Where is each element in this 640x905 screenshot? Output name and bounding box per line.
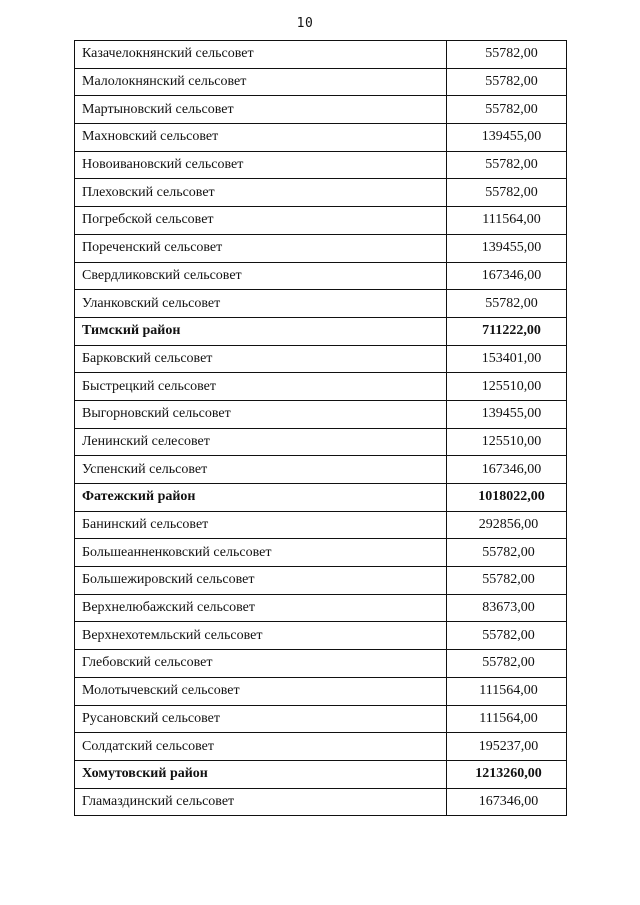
table-row [75, 234, 567, 262]
table-row [75, 539, 567, 567]
table-row [75, 151, 567, 179]
amount-cell: 55782,00 [447, 41, 567, 69]
table-row [75, 373, 567, 401]
table-row [75, 207, 567, 235]
table-row [75, 677, 567, 705]
table-row [75, 96, 567, 124]
council-name-cell: Плеховский сельсовет [75, 179, 447, 207]
amount-cell: 125510,00 [447, 428, 567, 456]
council-name-cell: Солдатский сельсовет [75, 733, 447, 761]
amount-cell: 55782,00 [447, 290, 567, 318]
amount-cell: 167346,00 [447, 262, 567, 290]
district-total-row [75, 760, 567, 788]
amount-cell: 83673,00 [447, 594, 567, 622]
council-name-cell: Глебовский сельсовет [75, 650, 447, 678]
council-name-cell: Успенский сельсовет [75, 456, 447, 484]
table-body [75, 41, 567, 816]
table-row [75, 511, 567, 539]
council-name-cell: Ленинский селесовет [75, 428, 447, 456]
table-row [75, 456, 567, 484]
council-name-cell: Малолокнянский сельсовет [75, 68, 447, 96]
council-name-cell: Свердликовский сельсовет [75, 262, 447, 290]
table-row [75, 594, 567, 622]
table-row [75, 705, 567, 733]
table-row [75, 41, 567, 69]
table-row [75, 650, 567, 678]
table-row [75, 68, 567, 96]
amount-cell: 55782,00 [447, 179, 567, 207]
amount-cell: 139455,00 [447, 124, 567, 152]
amount-cell: 55782,00 [447, 650, 567, 678]
council-name-cell: Пореченский сельсовет [75, 234, 447, 262]
district-amount-cell: 1213260,00 [447, 760, 567, 788]
table-row [75, 567, 567, 595]
district-amount-cell: 711222,00 [447, 317, 567, 345]
amount-cell: 292856,00 [447, 511, 567, 539]
council-name-cell: Молотычевский сельсовет [75, 677, 447, 705]
table-row [75, 179, 567, 207]
amount-cell: 55782,00 [447, 96, 567, 124]
district-total-row [75, 317, 567, 345]
table-row [75, 124, 567, 152]
council-name-cell: Барковский сельсовет [75, 345, 447, 373]
table-row [75, 788, 567, 816]
council-name-cell: Банинский сельсовет [75, 511, 447, 539]
council-name-cell: Быстрецкий сельсовет [75, 373, 447, 401]
council-name-cell: Новоивановский сельсовет [75, 151, 447, 179]
council-name-cell: Русановский сельсовет [75, 705, 447, 733]
amount-cell: 167346,00 [447, 456, 567, 484]
amount-cell: 55782,00 [447, 622, 567, 650]
council-name-cell: Гламаздинский сельсовет [75, 788, 447, 816]
council-name-cell: Казачелокнянский сельсовет [75, 41, 447, 69]
table-row [75, 290, 567, 318]
council-name-cell: Мартыновский сельсовет [75, 96, 447, 124]
table-row [75, 733, 567, 761]
council-name-cell: Махновский сельсовет [75, 124, 447, 152]
amount-cell: 111564,00 [447, 677, 567, 705]
council-name-cell: Погребской сельсовет [75, 207, 447, 235]
council-name-cell: Большеанненковский сельсовет [75, 539, 447, 567]
council-name-cell: Верхнелюбажский сельсовет [75, 594, 447, 622]
amount-cell: 167346,00 [447, 788, 567, 816]
district-name-cell: Фатежский район [75, 484, 447, 512]
table-row [75, 428, 567, 456]
district-name-cell: Хомутовский район [75, 760, 447, 788]
amount-cell: 153401,00 [447, 345, 567, 373]
amount-cell: 195237,00 [447, 733, 567, 761]
amount-cell: 55782,00 [447, 68, 567, 96]
amount-cell: 125510,00 [447, 373, 567, 401]
district-total-row [75, 484, 567, 512]
district-name-cell: Тимский район [75, 317, 447, 345]
table-row [75, 622, 567, 650]
amount-cell: 111564,00 [447, 207, 567, 235]
amount-cell: 55782,00 [447, 539, 567, 567]
amount-cell: 55782,00 [447, 567, 567, 595]
council-name-cell: Верхнехотемльский сельсовет [75, 622, 447, 650]
table-row [75, 262, 567, 290]
budget-allocation-table [74, 40, 567, 816]
council-name-cell: Уланковский сельсовет [75, 290, 447, 318]
amount-cell: 139455,00 [447, 234, 567, 262]
table-row [75, 400, 567, 428]
amount-cell: 111564,00 [447, 705, 567, 733]
district-amount-cell: 1018022,00 [447, 484, 567, 512]
amount-cell: 55782,00 [447, 151, 567, 179]
council-name-cell: Выгорновский сельсовет [75, 400, 447, 428]
amount-cell: 139455,00 [447, 400, 567, 428]
table-row [75, 345, 567, 373]
page-number: 10 [296, 16, 314, 31]
council-name-cell: Большежировский сельсовет [75, 567, 447, 595]
